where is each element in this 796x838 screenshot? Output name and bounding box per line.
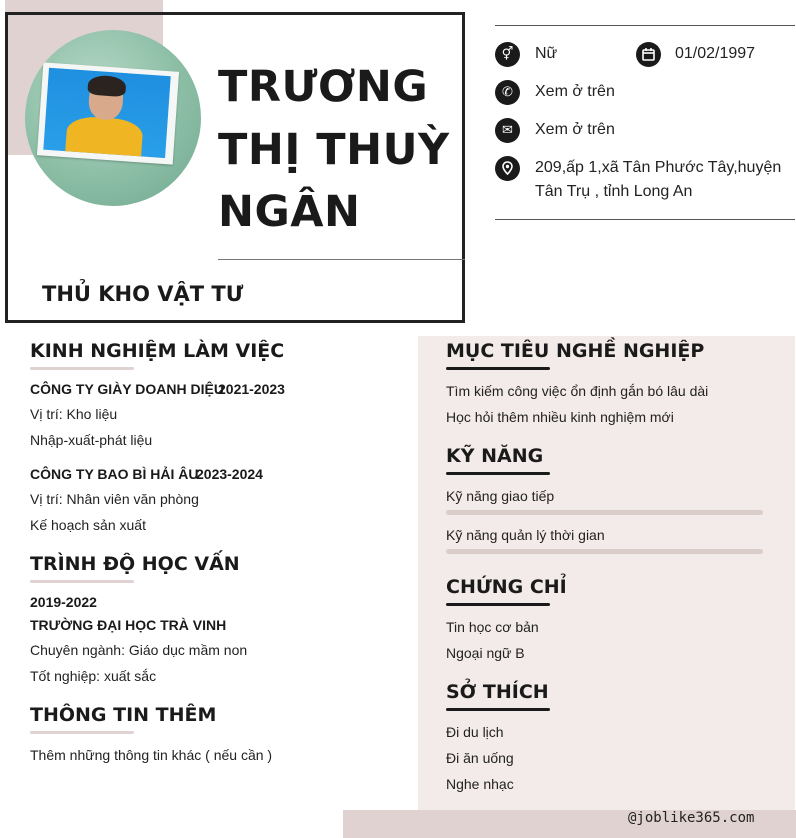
portrait-hair <box>87 75 126 98</box>
hobby-1: Đi du lịch <box>446 724 504 740</box>
phone-icon: ✆ <box>495 80 520 105</box>
watermark: @joblike365.com <box>628 810 755 826</box>
contact-bottom-rule <box>495 219 795 220</box>
envelope-icon: ✉ <box>495 118 520 143</box>
certificates-underline <box>446 603 550 606</box>
skill-1-label: Kỹ năng giao tiếp <box>446 488 555 504</box>
skill-1-bar <box>446 510 763 515</box>
extra-text: Thêm những thông tin khác ( nếu cần ) <box>30 747 273 763</box>
certificate-2: Ngoại ngữ B <box>446 645 525 661</box>
hobbies-underline <box>446 708 550 711</box>
hobbies-title: SỞ THÍCH <box>446 681 549 703</box>
address-line-1: 209,ấp 1,xã Tân Phước Tây,huyện <box>535 159 782 176</box>
education-major: Chuyên ngành: Giáo dục mầm non <box>30 642 248 658</box>
portrait-shirt <box>65 115 144 158</box>
name-line-1: TRƯƠNG <box>218 62 429 112</box>
job-1-years: 2021-2023 <box>218 381 285 397</box>
hobby-3: Nghe nhạc <box>446 776 514 792</box>
education-years: 2019-2022 <box>30 594 97 610</box>
education-underline <box>30 580 134 583</box>
skill-2-bar <box>446 549 763 554</box>
job-1-position: Vị trí: Kho liệu <box>30 406 118 422</box>
skills-title: KỸ NĂNG <box>446 445 544 467</box>
profile-photo <box>25 30 201 206</box>
name-line-2: THỊ THUỲ <box>218 125 450 175</box>
education-title: TRÌNH ĐỘ HỌC VẤN <box>30 553 240 575</box>
job-2-position: Vị trí: Nhân viên văn phòng <box>30 491 199 507</box>
certificate-1: Tin học cơ bản <box>446 619 539 635</box>
job-2-company: CÔNG TY BAO BÌ HẢI ÂU <box>30 466 199 482</box>
certificates-title: CHỨNG CHỈ <box>446 576 567 598</box>
job-2-detail: Kế hoạch sản xuất <box>30 517 146 533</box>
portrait-image <box>43 68 170 158</box>
skill-2-label: Kỹ năng quản lý thời gian <box>446 527 605 543</box>
job-title: THỦ KHO VẬT TƯ <box>42 282 244 306</box>
job-1-company: CÔNG TY GIÀY DOANH DIỆU <box>30 381 224 397</box>
skills-underline <box>446 472 550 475</box>
gender-value: Nữ <box>535 45 558 62</box>
objective-underline <box>446 367 550 370</box>
location-pin-icon <box>495 156 520 181</box>
job-1-detail: Nhập-xuất-phát liệu <box>30 432 153 448</box>
gender-icon: ⚥ <box>495 42 520 67</box>
email-value: Xem ở trên <box>535 121 615 138</box>
objective-line-2: Học hỏi thêm nhiều kinh nghiệm mới <box>446 409 674 425</box>
photo-print <box>37 62 179 164</box>
experience-title: KINH NGHIỆM LÀM VIỆC <box>30 340 285 362</box>
address-line-2: Tân Trụ , tỉnh Long An <box>535 183 693 200</box>
name-line-3: NGÂN <box>218 187 361 237</box>
hobby-2: Đi ăn uống <box>446 750 514 766</box>
contact-top-rule <box>495 25 795 26</box>
calendar-icon <box>636 42 661 67</box>
extra-underline <box>30 731 134 734</box>
name-divider <box>218 259 465 260</box>
education-grade: Tốt nghiệp: xuất sắc <box>30 668 157 684</box>
education-school: TRƯỜNG ĐẠI HỌC TRÀ VINH <box>30 617 227 633</box>
objective-title: MỤC TIÊU NGHỀ NGHIỆP <box>446 340 705 362</box>
job-2-years: 2023-2024 <box>196 466 263 482</box>
extra-title: THÔNG TIN THÊM <box>30 704 217 726</box>
birthdate-value: 01/02/1997 <box>675 45 756 62</box>
objective-line-1: Tìm kiếm công việc ổn định gắn bó lâu dài <box>446 383 709 399</box>
phone-value: Xem ở trên <box>535 83 615 100</box>
experience-underline <box>30 367 134 370</box>
